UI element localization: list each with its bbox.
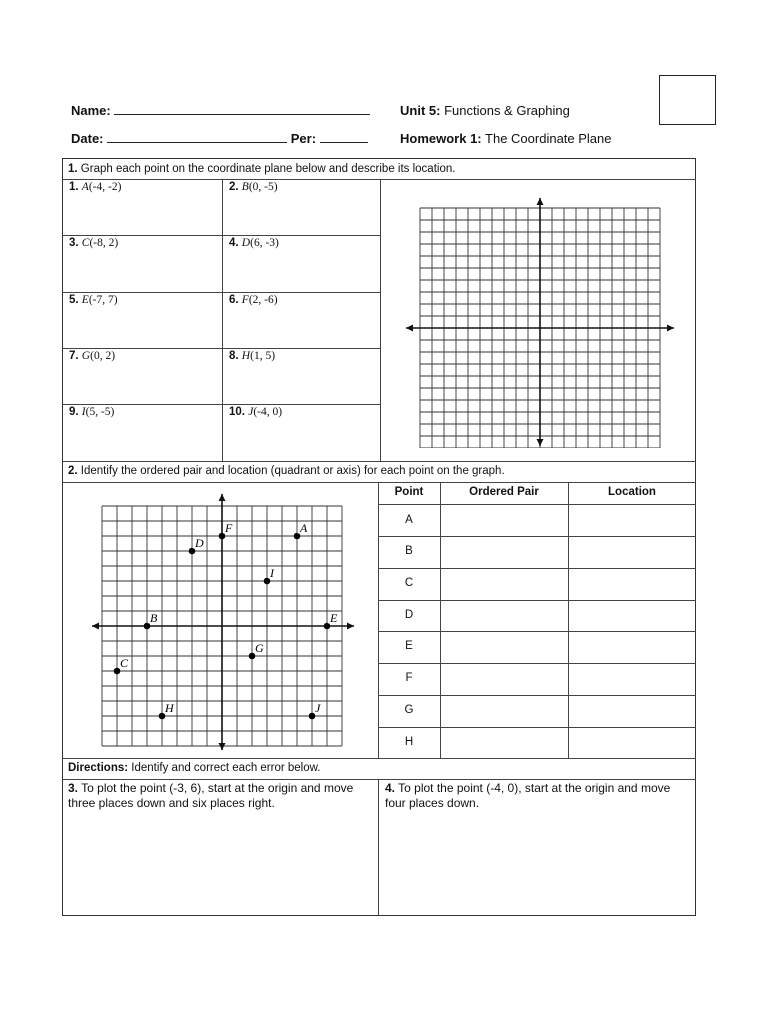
divider (62, 292, 380, 293)
divider (62, 179, 696, 180)
grade-box (659, 75, 716, 125)
divider (62, 348, 380, 349)
divider (378, 631, 696, 632)
table-row-label: G (404, 704, 414, 716)
divider (378, 536, 696, 537)
point-label-g: G (255, 641, 264, 655)
divider (378, 663, 696, 664)
y-axis-arrow-up (537, 198, 544, 205)
table-header-point: Point (394, 486, 424, 498)
homework-label: Homework 1: (400, 131, 482, 146)
question-4: 4. To plot the point (-4, 0), start at the origin and move four places down. (385, 781, 671, 810)
directions-label: Directions: (68, 762, 129, 774)
date-line[interactable] (71, 131, 368, 146)
point-label-i: I (270, 566, 274, 580)
divider (568, 482, 569, 758)
point-label-c: C (120, 656, 129, 670)
y-axis-arrow-down (537, 439, 544, 446)
per-label: Per: (290, 131, 317, 146)
point-item-2: 2. B(0, -5) (229, 181, 278, 193)
point-label-f: F (225, 521, 233, 535)
name-label: Name: (71, 103, 111, 118)
divider (62, 779, 696, 780)
unit-label: Unit 5: (400, 103, 441, 118)
table-row-label: F (405, 672, 413, 684)
table-row-label: A (405, 514, 413, 526)
divider (440, 482, 441, 758)
point-item-3: 3. C(-8, 2) (69, 237, 119, 249)
divider (222, 179, 223, 461)
directions (68, 762, 321, 774)
unit-name: Functions & Graphing (444, 103, 570, 118)
y-axis-arrow-down (219, 743, 226, 750)
point-item-1: 1. A(-4, -2) (69, 181, 122, 193)
homework-name: The Coordinate Plane (485, 131, 612, 146)
coordinate-plane-blank[interactable] (404, 196, 676, 448)
table-row-label: D (404, 609, 414, 621)
question-3: 3. To plot the point (-3, 6), start at the origin and move three places down and six places right. (68, 781, 354, 810)
divider (62, 482, 696, 483)
date-blank[interactable] (107, 131, 287, 143)
table-header-ordered-pair: Ordered Pair (469, 486, 539, 498)
divider (378, 779, 379, 916)
table-row-label: C (404, 577, 414, 589)
section2-instruction: 2. Identify the ordered pair and location (quadrant or axis) for each point on the graph. (68, 465, 505, 477)
per-blank[interactable] (320, 131, 368, 143)
table-header-location: Location (608, 486, 656, 498)
point-item-6: 6. F(2, -6) (229, 294, 278, 306)
table-row-label: H (404, 736, 414, 748)
x-axis-arrow-right (347, 623, 354, 630)
unit-title (400, 103, 570, 118)
divider (62, 235, 380, 236)
date-label: Date: (71, 131, 104, 146)
point-item-8: 8. H(1, 5) (229, 350, 276, 362)
x-axis-arrow-right (667, 325, 674, 332)
point-item-9: 9. I(5, -5) (69, 406, 115, 418)
table-row-label: E (405, 640, 413, 652)
point-label-j: J (315, 701, 321, 715)
name-line[interactable] (71, 103, 370, 118)
point-label-e: E (330, 611, 338, 625)
divider (378, 568, 696, 569)
x-axis-arrow-left (406, 325, 413, 332)
divider (378, 504, 696, 505)
divider (378, 695, 696, 696)
divider (378, 727, 696, 728)
point-item-4: 4. D(6, -3) (229, 237, 279, 249)
divider (62, 461, 696, 462)
x-axis-arrow-left (92, 623, 99, 630)
section1-instruction: 1. Graph each point on the coordinate plane below and describe its location. (68, 163, 456, 175)
point-label-a: A (300, 521, 308, 535)
divider (62, 758, 696, 759)
divider (380, 179, 381, 461)
divider (378, 600, 696, 601)
point-item-10: 10. J(-4, 0) (229, 406, 283, 418)
homework-title (400, 131, 612, 146)
point-label-d: D (195, 536, 204, 550)
directions-text: Identify and correct each error below. (131, 762, 321, 774)
point-item-5: 5. E(-7, 7) (69, 294, 118, 306)
name-blank[interactable] (114, 103, 370, 115)
coordinate-plane-plotted (90, 492, 358, 752)
table-row-label: B (405, 545, 413, 557)
point-item-7: 7. G(0, 2) (69, 350, 116, 362)
divider (62, 404, 380, 405)
point-label-h: H (165, 701, 174, 715)
y-axis-arrow-up (219, 494, 226, 501)
point-label-b: B (150, 611, 158, 625)
